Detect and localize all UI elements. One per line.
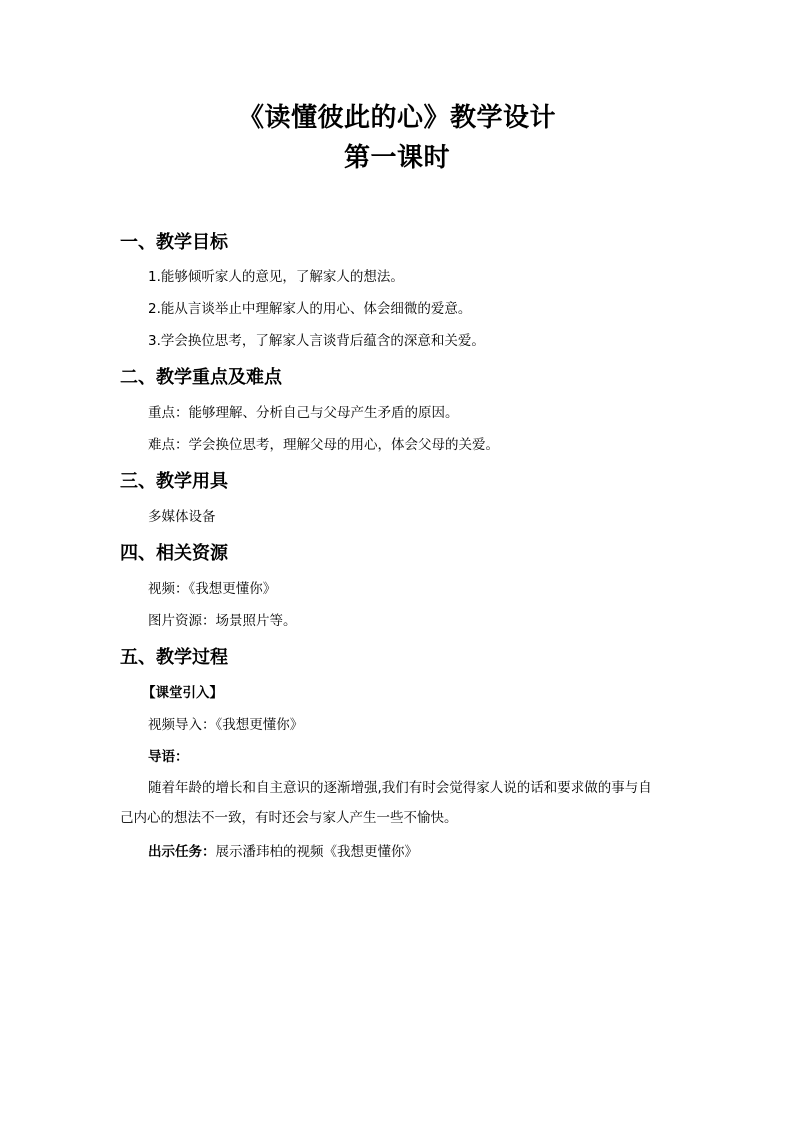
goal-item-1: 1.能够倾听家人的意见，了解家人的想法。 — [148, 269, 404, 285]
section-heading-resources: 四、相关资源 — [120, 543, 228, 564]
class-intro-label: 【课堂引入】 — [142, 685, 223, 701]
guide-paragraph: 随着年龄的增长和自主意识的逐渐增强,我们有时会觉得家人说的话和要求做的事与自己内心的想法不一致，有时还会与家人产生一些不愉快。 — [120, 780, 652, 826]
difficult-point-item: 难点：学会换位思考，理解父母的用心，体会父母的关爱。 — [148, 437, 499, 453]
document-title: 《读懂彼此的心》教学设计 — [237, 103, 556, 133]
resource-item-images: 图片资源：场景照片等。 — [148, 613, 297, 629]
goal-item-3: 3.学会换位思考，了解家人言谈背后蕴含的深意和关爱。 — [148, 333, 485, 349]
key-point-item: 重点：能够理解、分析自己与父母产生矛盾的原因。 — [148, 405, 459, 421]
guide-label: 导语： — [148, 749, 189, 765]
video-intro-line: 视频导入：《我想更懂你》 — [148, 717, 304, 733]
goal-item-2: 2.能从言谈举止中理解家人的用心、体会细微的爱意。 — [148, 301, 472, 317]
task-text: 展示潘玮柏的视频《我想更懂你》 — [215, 844, 418, 860]
document-subtitle: 第一课时 — [343, 143, 450, 173]
teaching-tool-item: 多媒体设备 — [148, 509, 216, 525]
section-heading-teaching-goals: 一、教学目标 — [120, 232, 228, 253]
task-line — [148, 842, 418, 862]
task-label: 出示任务： — [148, 844, 216, 860]
section-heading-teaching-process: 五、教学过程 — [120, 647, 228, 668]
section-heading-teaching-tools: 三、教学用具 — [120, 471, 228, 492]
section-heading-key-points: 二、教学重点及难点 — [120, 367, 282, 388]
resource-item-video: 视频：《我想更懂你》 — [148, 581, 277, 597]
